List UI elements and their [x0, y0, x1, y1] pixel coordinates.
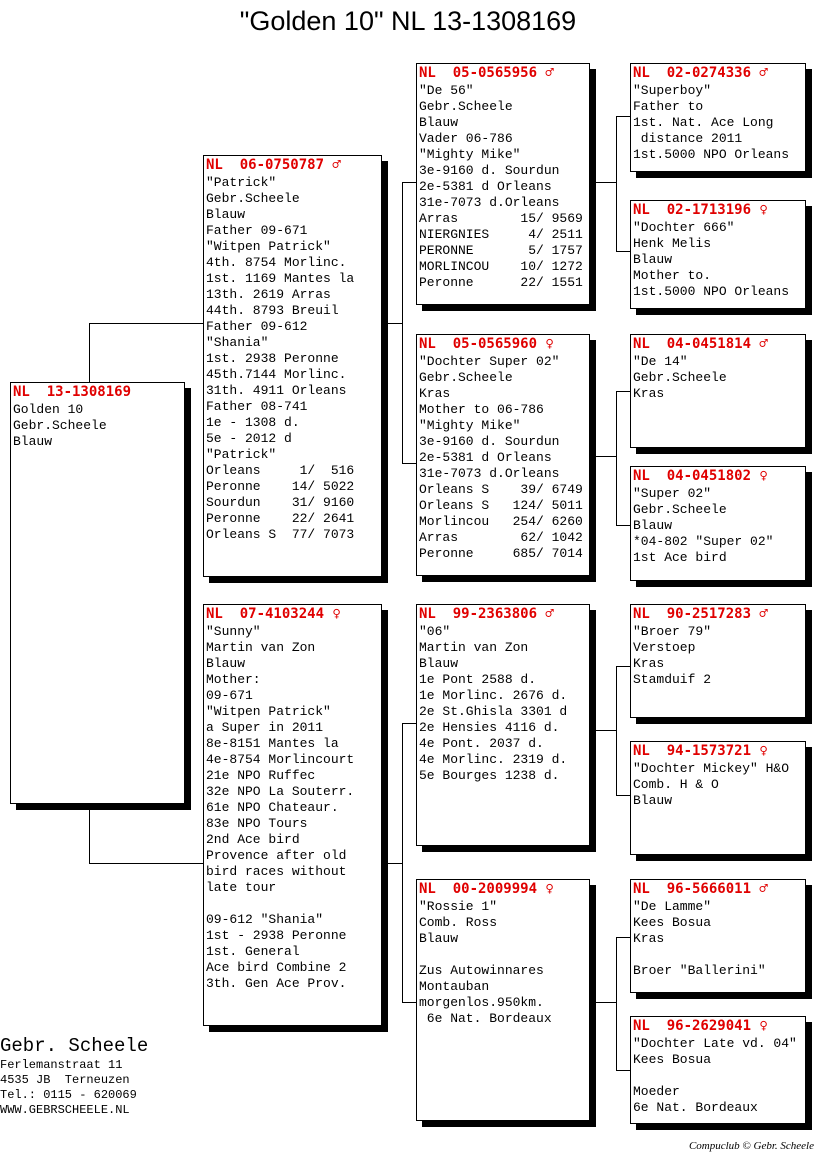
pedigree-line: 2e-5381 d Orleans: [419, 450, 552, 465]
pedigree-line: 61e NPO Chateaur.: [206, 800, 339, 815]
ring-number: NL 13-1308169: [13, 384, 132, 400]
connector: [402, 182, 403, 464]
pedigree-line: Moeder: [633, 1084, 680, 1099]
pedigree-line: Henk Melis: [633, 236, 712, 251]
pedigree-line: Blauw: [419, 115, 459, 130]
pedigree-line: [204, 896, 381, 912]
pedigree-line: 4e Pont. 2037 d.: [419, 736, 544, 751]
pedigree-line: Martin van Zon: [206, 640, 316, 655]
pedigree-line: 1st Ace bird: [633, 550, 727, 565]
pedigree-line: 09-612 "Shania": [206, 912, 324, 927]
pedigree-line: "Dochter 666": [633, 220, 735, 235]
pedigree-line: 3th. Gen Ace Prov.: [206, 976, 347, 991]
pedigree-line: "06": [419, 624, 451, 639]
page-title: "Golden 10" NL 13-1308169: [239, 6, 577, 36]
ring-number: NL 06-0750787 ♂: [206, 157, 341, 173]
pedigree-line: "Witpen Patrick": [206, 704, 331, 719]
pedigree-line: "Dochter Mickey" H&O: [633, 761, 790, 776]
connector: [402, 182, 416, 183]
pedigree-line: 13th. 2619 Arras: [206, 287, 331, 302]
pedigree-line: "Dochter Late vd. 04": [633, 1036, 797, 1051]
pedigree-line: 4e-8754 Morlincourt: [206, 752, 355, 767]
connector: [616, 525, 630, 526]
pedigree-line: Blauw: [633, 252, 673, 267]
ring-number: NL 00-2009994 ♀: [419, 881, 554, 897]
pedigree-line: 1e - 1308 d.: [206, 415, 300, 430]
pedigree-line: NIERGNIES 4/ 2511: [419, 227, 583, 242]
pedigree-line: Montauban: [419, 979, 490, 994]
pedigree-line: *04-802 "Super 02": [633, 534, 774, 549]
connector: [402, 723, 416, 724]
connector: [596, 730, 616, 731]
pigeon-card-sire-sire: [416, 63, 590, 305]
pedigree-line: "Patrick": [206, 175, 277, 190]
pedigree-line: [417, 947, 589, 963]
breeder-phone: Tel.: 0115 - 620069: [0, 1088, 137, 1102]
ring-number: NL 02-1713196 ♀: [633, 202, 768, 218]
ring-number: NL 04-0451814 ♂: [633, 336, 768, 352]
pedigree-line: "Super 02": [633, 486, 712, 501]
pedigree-line: Gebr.Scheele: [633, 502, 727, 517]
pedigree-line: Orleans 1/ 516: [206, 463, 355, 478]
pedigree-line: 45th.7144 Morlinc.: [206, 367, 347, 382]
connector: [616, 251, 630, 252]
connector: [402, 1002, 416, 1003]
pedigree-line: Blauw: [206, 656, 246, 671]
pedigree-line: Stamduif 2: [633, 672, 712, 687]
pedigree-line: 1st.5000 NPO Orleans: [633, 284, 790, 299]
breeder-city: 4535 JB Terneuzen: [0, 1073, 130, 1087]
pedigree-line: Kees Bosua: [633, 915, 712, 930]
pedigree-line: a Super in 2011: [206, 720, 324, 735]
connector: [616, 666, 630, 667]
pedigree-line: Vader 06-786: [419, 131, 513, 146]
pedigree-line: Father 09-612: [206, 319, 308, 334]
pedigree-line: "De 14": [633, 354, 688, 369]
ring-number: NL 07-4103244 ♀: [206, 606, 341, 622]
pedigree-line: bird races without: [206, 864, 347, 879]
connector: [89, 863, 203, 864]
pedigree-line: Blauw: [419, 656, 459, 671]
pigeon-card-dam-sire-sire: [630, 604, 806, 718]
pedigree-line: 1st. Nat. Ace Long: [633, 115, 774, 130]
pigeon-card-sire: [203, 155, 382, 577]
connector: [616, 116, 617, 252]
pigeon-card-sire-sire-sire: [630, 63, 806, 172]
connector: [616, 795, 630, 796]
connector: [616, 1070, 630, 1071]
pedigree-line: "Shania": [206, 335, 269, 350]
pedigree-line: Verstoep: [633, 640, 696, 655]
pedigree-line: PERONNE 5/ 1757: [419, 243, 583, 258]
connector: [616, 937, 617, 1071]
pedigree-line: 8e-8151 Mantes la: [206, 736, 339, 751]
pedigree-line: Father to: [633, 99, 704, 114]
pedigree-line: 09-671: [206, 688, 253, 703]
pedigree-line: Morlincou 254/ 6260: [419, 514, 583, 529]
pedigree-line: Blauw: [633, 518, 673, 533]
pedigree-line: Zus Autowinnares: [419, 963, 544, 978]
pedigree-line: Kras: [419, 386, 451, 401]
pedigree-line: Provence after old: [206, 848, 347, 863]
pedigree-line: Gebr.Scheele: [419, 99, 513, 114]
pedigree-line: Kees Bosua: [633, 1052, 712, 1067]
pedigree-line: "Patrick": [206, 447, 277, 462]
pedigree-line: Martin van Zon: [419, 640, 529, 655]
connector: [616, 666, 617, 796]
breeder-website[interactable]: WWW.GEBRSCHEELE.NL: [0, 1103, 130, 1117]
pedigree-line: 1st.5000 NPO Orleans: [633, 147, 790, 162]
pedigree-line: "Mighty Mike": [419, 147, 521, 162]
pedigree-line: "Broer 79": [633, 624, 712, 639]
pedigree-line: Gebr.Scheele: [13, 418, 107, 433]
pedigree-line: Kras: [633, 656, 665, 671]
connector: [596, 456, 616, 457]
pigeon-card-dam-sire-dam: [630, 741, 806, 855]
pedigree-line: "Mighty Mike": [419, 418, 521, 433]
pedigree-line: Blauw: [206, 207, 246, 222]
pigeon-card-dam-sire: [416, 604, 590, 846]
pedigree-line: Broer "Ballerini": [633, 963, 766, 978]
pigeon-card-subject: [10, 382, 185, 804]
pedigree-line: Father 09-671: [206, 223, 308, 238]
ring-number: NL 02-0274336 ♂: [633, 65, 768, 81]
ring-number: NL 04-0451802 ♀: [633, 468, 768, 484]
pedigree-line: "De Lamme": [633, 899, 712, 914]
pedigree-line: 31th. 4911 Orleans: [206, 383, 347, 398]
pedigree-line: 31e-7073 d.Orleans: [419, 466, 560, 481]
connector: [616, 391, 630, 392]
pigeon-card-dam: [203, 604, 382, 1026]
pedigree-line: 3e-9160 d. Sourdun: [419, 163, 560, 178]
pedigree-line: 5e - 2012 d: [206, 431, 292, 446]
pedigree-line: Sourdun 31/ 9160: [206, 495, 355, 510]
pedigree-line: Golden 10: [13, 402, 84, 417]
connector: [89, 323, 203, 324]
pedigree-line: late tour: [206, 880, 277, 895]
pigeon-card-sire-dam-sire: [630, 334, 806, 448]
pedigree-line: 5e Bourges 1238 d.: [419, 768, 560, 783]
pedigree-line: Orleans S 39/ 6749: [419, 482, 583, 497]
pedigree-line: 44th. 8793 Breuil: [206, 303, 339, 318]
pedigree-line: Peronne 22/ 1551: [419, 275, 583, 290]
pedigree-line: "Sunny": [206, 624, 261, 639]
pedigree-line: 4e Morlinc. 2319 d.: [419, 752, 568, 767]
pedigree-line: 1e Morlinc. 2676 d.: [419, 688, 568, 703]
pedigree-line: "Rossie 1": [419, 899, 498, 914]
pedigree-line: Gebr.Scheele: [633, 370, 727, 385]
pedigree-line: Peronne 685/ 7014: [419, 546, 583, 561]
connector: [89, 808, 90, 864]
pedigree-line: 2e Hensies 4116 d.: [419, 720, 560, 735]
pedigree-line: 32e NPO La Souterr.: [206, 784, 355, 799]
pedigree-line: morgenlos.950km.: [419, 995, 544, 1010]
pedigree-line: Kras: [633, 931, 665, 946]
breeder-street: Ferlemanstraat 11: [0, 1058, 123, 1072]
connector: [596, 1002, 616, 1003]
pedigree-line: MORLINCOU 10/ 1272: [419, 259, 583, 274]
pedigree-line: Orleans S 77/ 7073: [206, 527, 355, 542]
connector: [402, 463, 416, 464]
connector: [616, 937, 630, 938]
connector: [89, 323, 90, 383]
pedigree-line: 3e-9160 d. Sourdun: [419, 434, 560, 449]
pedigree-line: Mother to.: [633, 268, 712, 283]
pedigree-line: Blauw: [419, 931, 459, 946]
pedigree-line: Gebr.Scheele: [206, 191, 300, 206]
pedigree-line: Peronne 14/ 5022: [206, 479, 355, 494]
pedigree-line: Ace bird Combine 2: [206, 960, 347, 975]
pedigree-line: Peronne 22/ 2641: [206, 511, 355, 526]
pedigree-line: 6e Nat. Bordeaux: [419, 1011, 552, 1026]
pedigree-line: 2e St.Ghisla 3301 d: [419, 704, 568, 719]
connector: [616, 116, 630, 117]
pedigree-line: distance 2011: [633, 131, 743, 146]
pedigree-line: 1st. 2938 Peronne: [206, 351, 339, 366]
pedigree-line: Kras: [633, 386, 665, 401]
footer-credit: Compuclub © Gebr. Scheele: [688, 1140, 814, 1152]
pedigree-line: "De 56": [419, 83, 474, 98]
ring-number: NL 05-0565960 ♀: [419, 336, 554, 352]
pedigree-line: Mother to 06-786: [419, 402, 544, 417]
pedigree-line: Blauw: [633, 793, 673, 808]
pedigree-line: "Witpen Patrick": [206, 239, 331, 254]
pedigree-line: "Superboy": [633, 83, 712, 98]
pedigree-line: 31e-7073 d.Orleans: [419, 195, 560, 210]
pedigree-line: 2e-5381 d Orleans: [419, 179, 552, 194]
ring-number: NL 99-2363806 ♂: [419, 606, 554, 622]
pigeon-card-dam-dam-dam: [630, 1016, 806, 1124]
pedigree-line: Gebr.Scheele: [419, 370, 513, 385]
ring-number: NL 90-2517283 ♂: [633, 606, 768, 622]
pedigree-line: 1st. General: [206, 944, 300, 959]
pedigree-line: 83e NPO Tours: [206, 816, 308, 831]
ring-number: NL 96-5666011 ♂: [633, 881, 768, 897]
pedigree-line: Mother:: [206, 672, 261, 687]
ring-number: NL 96-2629041 ♀: [633, 1018, 768, 1034]
connector: [596, 182, 616, 183]
pedigree-line: Arras 15/ 9569: [419, 211, 583, 226]
pedigree-line: Orleans S 124/ 5011: [419, 498, 583, 513]
pedigree-line: Comb. Ross: [419, 915, 498, 930]
pedigree-line: [631, 947, 805, 963]
connector: [402, 723, 403, 1003]
pedigree-line: 6e Nat. Bordeaux: [633, 1100, 758, 1115]
pedigree-line: [631, 1068, 805, 1084]
pigeon-card-sire-dam-dam: [630, 466, 806, 581]
pedigree-line: 21e NPO Ruffec: [206, 768, 316, 783]
pedigree-line: "Dochter Super 02": [419, 354, 560, 369]
ring-number: NL 05-0565956 ♂: [419, 65, 554, 81]
pedigree-line: Father 08-741: [206, 399, 308, 414]
connector: [382, 323, 402, 324]
pedigree-line: Comb. H & O: [633, 777, 719, 792]
connector: [382, 863, 402, 864]
pedigree-line: 1st - 2938 Peronne: [206, 928, 347, 943]
connector: [616, 391, 617, 526]
pedigree-line: 2nd Ace bird: [206, 832, 300, 847]
pedigree-line: 4th. 8754 Morlinc.: [206, 255, 347, 270]
pedigree-line: Arras 62/ 1042: [419, 530, 583, 545]
pigeon-card-dam-dam: [416, 879, 590, 1121]
pedigree-line: Blauw: [13, 434, 53, 449]
pigeon-card-dam-dam-sire: [630, 879, 806, 993]
pedigree-line: 1st. 1169 Mantes la: [206, 271, 355, 286]
pigeon-card-sire-dam: [416, 334, 590, 576]
pigeon-card-sire-sire-dam: [630, 200, 806, 309]
pedigree-line: 1e Pont 2588 d.: [419, 672, 537, 687]
breeder-address: [0, 1034, 148, 1118]
ring-number: NL 94-1573721 ♀: [633, 743, 768, 759]
breeder-name: Gebr. Scheele: [0, 1035, 149, 1057]
